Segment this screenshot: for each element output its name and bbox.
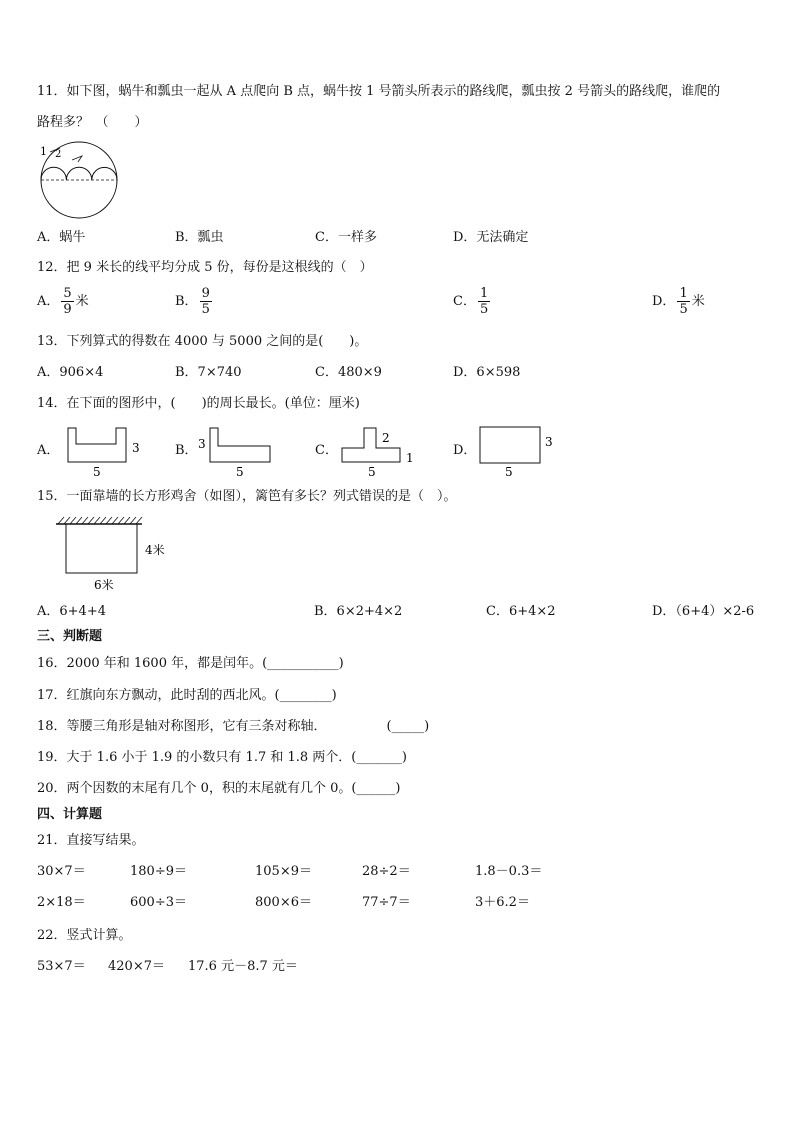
q11-label-1: 1 — [40, 145, 47, 158]
q11-stem-line1: 11．如下图，蜗牛和瓢虫一起从 A 点爬向 B 点，蜗牛按 1 号箭头所表示的路线爬，瓢虫按 2 号箭头的路线爬，谁爬的 — [37, 84, 721, 99]
q21-r1-c3: 105×9＝ — [255, 864, 312, 879]
svg-text:5: 5 — [93, 465, 101, 479]
q21-stem: 21．直接写结果。 — [37, 833, 145, 848]
svg-text:5: 5 — [236, 465, 244, 479]
q15-option-a: A．6+4+4 — [37, 604, 106, 619]
q14-shape-a — [66, 426, 146, 478]
q14-shape-d — [479, 426, 569, 478]
q14-stem: 14．在下面的图形中，( )的周长最长。(单位：厘米) — [37, 396, 360, 411]
q11-circle-figure — [38, 142, 122, 224]
svg-text:1: 1 — [406, 451, 414, 465]
q11-option-b: B．瓢虫 — [175, 230, 224, 245]
q16: 16．2000 年和 1600 年，都是闰年。(___________) — [37, 656, 344, 671]
svg-text:3: 3 — [132, 441, 140, 455]
svg-text:6米: 6米 — [94, 578, 114, 592]
q21-r2-c1: 2×18＝ — [37, 895, 86, 910]
q21-r1-c2: 180÷9＝ — [130, 864, 187, 879]
q14-letter-a: A． — [37, 443, 60, 458]
q13-option-d: D．6×598 — [453, 365, 521, 380]
q22-item-1: 53×7＝ — [37, 959, 86, 974]
q21-r2-c2: 600÷3＝ — [130, 895, 187, 910]
q12-option-b: B． $\frac{9}{5}$ — [175, 286, 210, 317]
q12-option-a: A． $\frac{5}{9}$ 米 — [37, 286, 89, 317]
q21-r2-c5: 3＋6.2＝ — [475, 895, 530, 910]
q15-coop-figure — [56, 514, 176, 594]
q15-option-d: D．（6+4）×2-6 — [652, 604, 755, 619]
q15-option-b: B．6×2+4×2 — [314, 604, 403, 619]
q22-item-2: 420×7＝ — [108, 959, 165, 974]
section-3-heading: 三、判断题 — [37, 629, 103, 644]
q12-option-d: D． $\frac{1}{5}$ 米 — [652, 286, 705, 317]
q13-option-c: C．480×9 — [315, 365, 382, 380]
q21-r2-c3: 800×6＝ — [255, 895, 312, 910]
q11-label-2: 2 — [55, 149, 62, 160]
q19: 19．大于 1.6 小于 1.9 的小数只有 1.7 和 1.8 两个．(_______) — [37, 750, 407, 765]
q13-option-a: A．906×4 — [37, 365, 104, 380]
q14-shape-c — [340, 426, 430, 478]
q14-shape-b — [196, 426, 286, 478]
q14-letter-b: B． — [175, 443, 198, 458]
q15-stem: 15．一面靠墙的长方形鸡舍（如图），篱笆有多长？列式错误的是（ ）。 — [37, 489, 457, 504]
q11-option-d: D．无法确定 — [453, 230, 529, 245]
q15-option-c: C．6+4×2 — [486, 604, 556, 619]
svg-text:5: 5 — [368, 465, 376, 479]
q13-option-b: B．7×740 — [175, 365, 242, 380]
q13-stem: 13．下列算式的得数在 4000 与 5000 之间的是( )。 — [37, 334, 368, 349]
q21-r2-c4: 77÷7＝ — [362, 895, 411, 910]
q21-r1-c4: 28÷2＝ — [362, 864, 411, 879]
q11-option-c: C．一样多 — [315, 230, 377, 245]
q17: 17．红旗向东方飘动，此时刮的西北风。(________) — [37, 688, 337, 703]
q12-option-c: C． $\frac{1}{5}$ — [453, 286, 489, 317]
q12-stem: 12．把 9 米长的线平均分成 5 份，每份是这根线的（ ） — [37, 260, 373, 275]
q14-letter-c: C． — [315, 443, 338, 458]
svg-text:4米: 4米 — [145, 543, 165, 557]
svg-text:3: 3 — [198, 437, 206, 451]
q11-stem-line2: 路程多？ （ ） — [37, 115, 148, 130]
q22-item-3: 17.6 元－8.7 元＝ — [188, 959, 298, 974]
svg-text:2: 2 — [382, 431, 390, 445]
q22-stem: 22．竖式计算。 — [37, 928, 132, 943]
section-4-heading: 四、计算题 — [37, 807, 103, 822]
q20: 20．两个因数的末尾有几个 0，积的末尾就有几个 0。(______) — [37, 781, 401, 796]
q21-r1-c1: 30×7＝ — [37, 864, 86, 879]
q21-r1-c5: 1.8－0.3＝ — [475, 864, 543, 879]
q18-blank: (_____) — [386, 719, 430, 734]
q11-option-a: A．蜗牛 — [37, 230, 86, 245]
svg-text:3: 3 — [545, 435, 553, 449]
svg-text:5: 5 — [505, 465, 513, 479]
q18: 18．等腰三角形是轴对称图形，它有三条对称轴． (_____) — [37, 719, 430, 734]
q14-letter-d: D． — [453, 443, 477, 458]
